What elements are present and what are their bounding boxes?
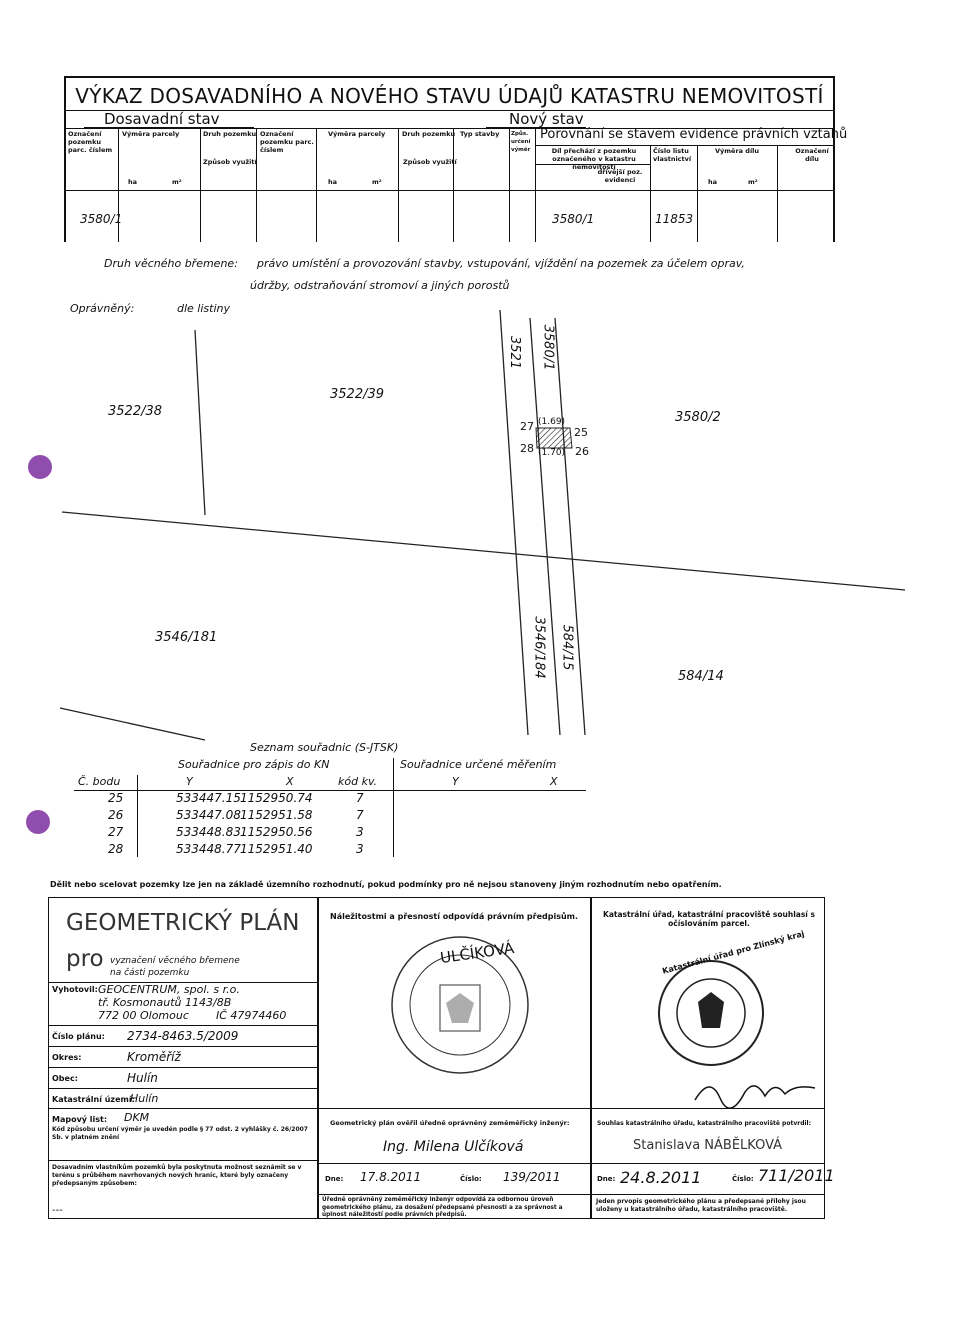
coordinate-value: 533447.15	[176, 791, 241, 805]
divider	[318, 1163, 591, 1164]
map-sheet-label: Mapový list:	[52, 1115, 108, 1124]
verification-date: 17.8.2011	[360, 1170, 422, 1184]
col-line	[393, 758, 394, 857]
unit-m2: m²	[372, 178, 382, 186]
page-title: VÝKAZ DOSAVADNÍHO A NOVÉHO STAVU ÚDAJŮ KATASTRU NEMOVITOSTÍ	[75, 84, 824, 108]
parcel-label: 3546/184	[531, 616, 547, 679]
plan-pro: pro	[66, 946, 104, 972]
unit-ha: ha	[708, 178, 718, 186]
municipality-label: Obec:	[52, 1074, 78, 1083]
plan-title: GEOMETRICKÝ PLÁN	[66, 910, 300, 936]
point-label: 27	[520, 420, 534, 433]
engineer-name: Ing. Milena Ulčíková	[383, 1139, 524, 1155]
col-code: kód kv.	[338, 775, 378, 788]
boundary-line	[500, 310, 528, 735]
date-label: Dne:	[325, 1175, 344, 1183]
boundary-line	[195, 330, 205, 515]
divider	[48, 1025, 318, 1026]
boundary-line	[62, 512, 905, 590]
coords-meas-header: Souřadnice určené měřením	[400, 758, 557, 771]
cadastre-number: 711/2011	[758, 1166, 835, 1185]
col-old-type: Druh pozemku	[203, 130, 257, 138]
divider	[48, 1067, 318, 1068]
consent-text: Souhlas katastrálního úřadu, katastrálního pracoviště potvrdil:	[597, 1120, 812, 1127]
ico: IČ 47974460	[216, 1009, 287, 1022]
col-cmp-prev: dřívější poz. evidenci	[597, 168, 643, 184]
comparison-label: Porovnání se stavem evidence právních vztahů	[540, 127, 848, 142]
owners-note: Dosavadním vlastníkům pozemků byla poskytnuta možnost seznámit se v terénu s průběhem navrhovaných nových hranic, které byly označeny předepsaným způsobem:	[52, 1164, 302, 1187]
coords-kn-header: Souřadnice pro zápis do KN	[178, 758, 330, 771]
address-line: 772 00 Olomouc	[98, 1009, 189, 1022]
plan-no: 2734-8463.5/2009	[127, 1029, 239, 1043]
coordinate-value: 533448.77	[176, 842, 241, 856]
quality-code: 3	[356, 825, 364, 839]
map-sheet: DKM	[124, 1111, 150, 1124]
district: Kroměříž	[127, 1050, 181, 1064]
divider	[48, 1160, 318, 1161]
col-new-use: Způsob využití	[403, 158, 457, 166]
number-label: Číslo:	[732, 1175, 754, 1183]
punch-hole-mark	[28, 455, 52, 479]
verification-footer: Úředně oprávněný zeměměřický inženýr odpovídá za odbornou úroveň geometrického plánu, za dosažení předepsané přesnosti a za správnost a úplnost náležitostí podle právních předpisů.	[322, 1197, 563, 1218]
col-new-area: Výměra parcely	[328, 130, 386, 138]
parcel-label: 3522/38	[108, 404, 163, 419]
municipality: Hulín	[127, 1071, 158, 1085]
stamp-name: ULČÍKOVÁ	[439, 938, 516, 968]
divider	[318, 1108, 591, 1109]
coordinate-value: 533448.83	[176, 825, 241, 839]
coords-title: Seznam souřadnic (S-JTSK)	[250, 741, 399, 754]
row-from-parcel: 3580/1	[552, 212, 595, 226]
coordinate-value: 1152950.74	[240, 791, 313, 805]
col-old-use: Způsob využití	[203, 158, 257, 166]
divider	[591, 1108, 825, 1109]
parcel-label: 584/14	[678, 669, 724, 684]
dimension-label: (1.70)	[538, 448, 566, 458]
certified-text: Geometrický plán ověřil úředně oprávněný zeměměřický inženýr:	[330, 1119, 570, 1127]
cadastre-stamp-text: Katastrální úřad pro Zlínský kraj	[661, 929, 806, 976]
officer-name: Stanislava NÁBĚLKOVÁ	[633, 1138, 783, 1153]
quality-code: 7	[356, 791, 364, 805]
col-y: Y	[186, 775, 193, 788]
col-x: X	[286, 775, 294, 788]
col-old-parcel: Označení pozemku parc. číslem	[68, 130, 113, 154]
unit-ha: ha	[128, 178, 138, 186]
easement-text-2: údržby, odstraňování stromoví a jiných porostů	[250, 279, 510, 292]
point-number: 25	[108, 791, 124, 805]
col-new-method: Způs. určení výměr	[511, 131, 531, 153]
verification-head: Náležitostmi a přesností odpovídá právním předpisům.	[330, 912, 579, 921]
signature-icon	[690, 1070, 820, 1110]
point-number: 28	[108, 842, 124, 856]
point-label: 25	[574, 426, 588, 439]
unit-m2: m²	[748, 178, 758, 186]
cadastral-area-label: Katastrální území:	[52, 1095, 135, 1104]
parcel-label: 584/15	[559, 624, 575, 671]
parcel-label: 3546/181	[155, 630, 218, 645]
col-new-type: Druh pozemku	[402, 130, 456, 138]
point-label: 28	[520, 442, 534, 455]
row-lv: 11853	[655, 212, 694, 226]
coordinate-value: 1152950.56	[240, 825, 313, 839]
col-cmp-lv: Číslo listu vlastnictví	[653, 147, 692, 163]
district-label: Okres:	[52, 1053, 82, 1062]
easement-label: Druh věcného břemene:	[104, 257, 238, 270]
col-x-meas: X	[550, 775, 558, 788]
plan-no-label: Číslo plánu:	[52, 1032, 105, 1041]
col-y-meas: Y	[452, 775, 459, 788]
col-new-parcel: Označení pozemku parc. číslem	[260, 130, 314, 154]
entitled-label: Oprávněný:	[70, 302, 135, 315]
divider	[591, 1194, 825, 1195]
dimension-label: (1.69)	[538, 417, 566, 427]
cadastre-footer: Jeden prvopis geometrického plánu a předepsané přílohy jsou uloženy u katastrálního úřadu, katastrálního pracoviště.	[596, 1198, 806, 1213]
made-by-value: GEOCENTRUM, spol. s r.o.	[98, 983, 240, 996]
divider	[318, 1194, 591, 1195]
date-label: Dne:	[597, 1175, 616, 1183]
plan-purpose: vyznačení věcného břemene	[110, 956, 240, 966]
cadastre-stamp-icon	[656, 958, 766, 1068]
boundary-line	[60, 708, 205, 740]
parcel-label: 3521	[507, 335, 523, 370]
col-line	[137, 775, 138, 857]
division-notice: Dělit nebo scelovat pozemky lze jen na základě územního rozhodnutí, pokud podmínky pro ně nejsou stanoveny jiným rozhodnutím nebo opatřením.	[50, 880, 722, 889]
row-old-parcel: 3580/1	[80, 212, 123, 226]
unit-m2: m²	[172, 178, 182, 186]
col-cmp-from: Díl přechází z pozemku označeného v katastru nemovitostí	[551, 147, 637, 171]
plan-purpose-2: na části pozemku	[110, 968, 190, 978]
area-method-note: Kód způsobu určení výměr je uvedén podle § 77 odst. 2 vyhlášky č. 26/2007 Sb. v platném znění	[52, 1126, 308, 1141]
divider	[48, 1088, 318, 1089]
punch-hole-mark	[26, 810, 50, 834]
made-by-label: Vyhotovil:	[52, 985, 98, 994]
quality-code: 7	[356, 808, 364, 822]
coordinate-value: 1152951.58	[240, 808, 313, 822]
cadastral-area: Hulín	[130, 1092, 159, 1105]
boundary-line	[555, 318, 585, 735]
owners-note-value: ---	[52, 1205, 63, 1216]
divider	[74, 790, 586, 791]
col-new-building: Typ stavby	[460, 130, 500, 138]
divider	[591, 1163, 825, 1164]
col-point: Č. bodu	[78, 775, 121, 788]
point-number: 26	[108, 808, 124, 822]
cadastre-date: 24.8.2011	[620, 1168, 702, 1187]
old-state-label: Dosavadní stav	[104, 110, 220, 128]
parcel-label: 3522/39	[330, 387, 385, 402]
point-number: 27	[108, 825, 124, 839]
quality-code: 3	[356, 842, 364, 856]
coordinate-value: 533447.08	[176, 808, 241, 822]
parcel-label: 3580/2	[675, 410, 721, 425]
divider	[48, 1108, 318, 1109]
address-line: tř. Kosmonautů 1143/8B	[98, 996, 232, 1009]
col-old-area: Výměra parcely	[122, 130, 180, 138]
coordinate-value: 1152951.40	[240, 842, 313, 856]
easement-area	[536, 428, 572, 448]
col-cmp-part: Označení dílu	[795, 147, 829, 163]
unit-ha: ha	[328, 178, 338, 186]
cadastre-head: Katastrální úřad, katastrální pracoviště souhlasí s očíslováním parcel.	[603, 910, 815, 928]
col-cmp-area: Výměra dílu	[715, 147, 760, 155]
parcel-label: 3580/1	[540, 324, 556, 371]
point-label: 26	[575, 445, 589, 458]
number-label: Číslo:	[460, 1175, 482, 1183]
entitled-value: dle listiny	[177, 302, 230, 315]
divider	[48, 1046, 318, 1047]
easement-text: právo umístění a provozování stavby, vstupování, vjíždění na pozemek za účelem oprav,	[257, 257, 745, 270]
verification-number: 139/2011	[503, 1170, 561, 1184]
new-state-label: Nový stav	[509, 110, 584, 128]
